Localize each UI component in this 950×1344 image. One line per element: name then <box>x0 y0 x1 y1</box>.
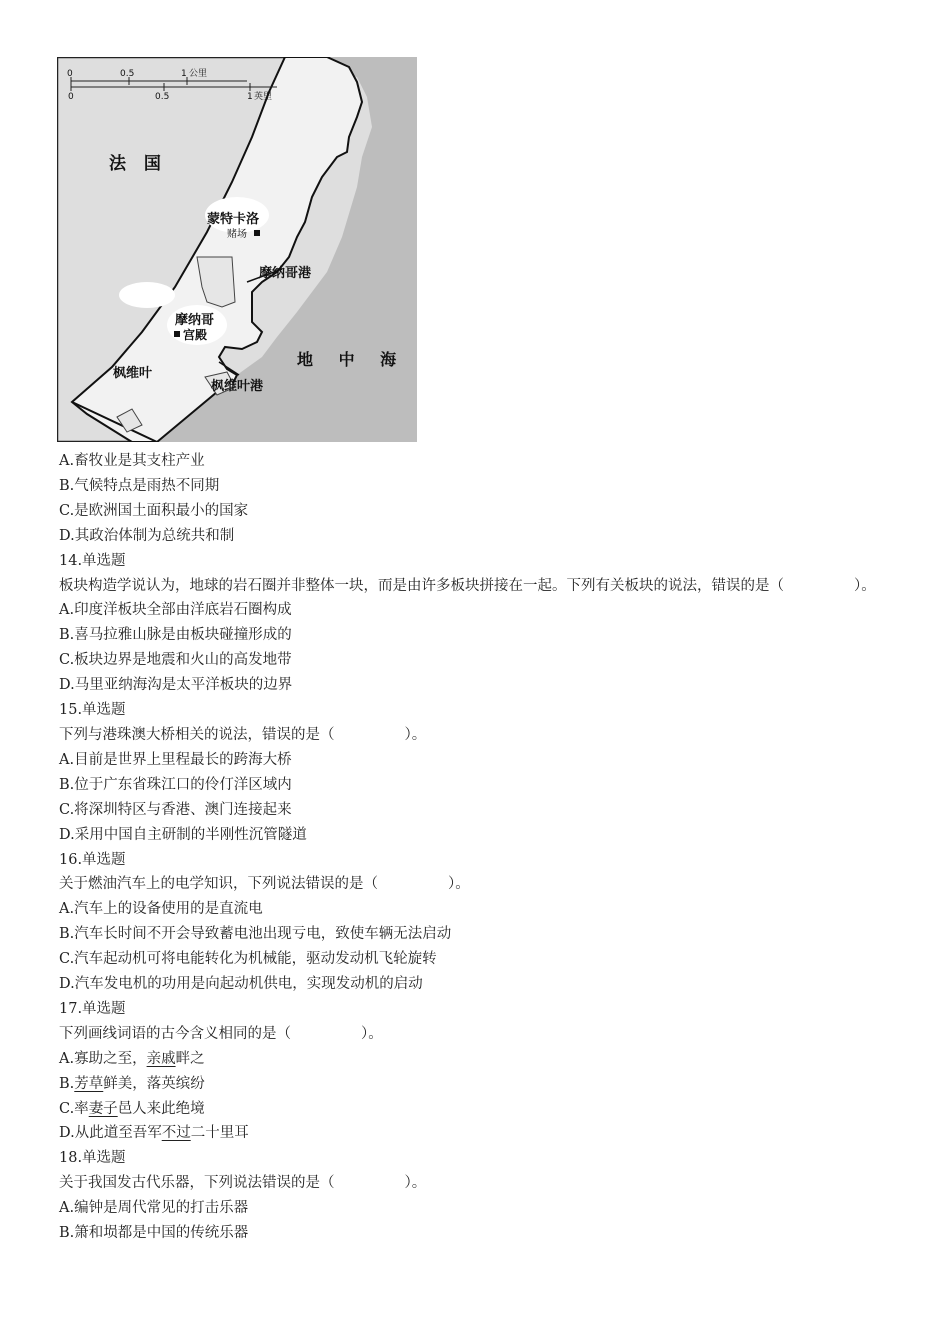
q17-option-a-post: 畔之 <box>175 1050 205 1067</box>
q17-option-b-underlined: 芳草 <box>74 1075 104 1092</box>
mi-tick-0: 0 <box>68 92 74 102</box>
km-unit: 公里 <box>189 69 208 79</box>
q17-option-c-pre: C.率 <box>59 1100 89 1117</box>
q16-option-d: D.汽车发电机的功用是向起动机供电，实现发动机的启动 <box>59 976 423 993</box>
question-16 <box>59 848 894 997</box>
q16-stem-end: ）。 <box>448 876 470 893</box>
q15-stem-text: 下列与港珠澳大桥相关的说法，错误的是（ <box>59 726 335 743</box>
km-tick-1: 1 <box>181 69 187 79</box>
km-tick-0: 0 <box>67 69 73 79</box>
q13-option-a: A.畜牧业是其支柱产业 <box>59 453 205 469</box>
label-fontvieille: 枫维叶 <box>113 366 153 381</box>
q15-stem-end: ）。 <box>404 726 427 743</box>
mi-tick-05: 0.5 <box>155 92 170 102</box>
q17-option-d-pre: D.从此道至吾军 <box>59 1125 162 1142</box>
q18-header: 18.单选题 <box>59 1150 126 1167</box>
q13-options <box>59 449 894 549</box>
q15-option-c: C.将深圳特区与香港、澳门连接起来 <box>59 801 292 818</box>
question-15 <box>59 698 894 847</box>
label-france: 法 国 <box>109 154 167 174</box>
q13-option-c: C.是欧洲国土面积最小的国家 <box>59 502 249 519</box>
mi-tick-1: 1 <box>247 92 253 102</box>
q16-stem <box>59 872 894 897</box>
q18-stem <box>59 1171 894 1196</box>
q16-option-c: C.汽车起动机可将电能转化为机械能，驱动发动机飞轮旋转 <box>59 951 437 968</box>
q17-option-a-underlined: 亲戚 <box>146 1050 176 1067</box>
q17-header: 17.单选题 <box>59 1000 126 1017</box>
question-17 <box>59 997 894 1146</box>
label-casino: 赌场 <box>227 229 247 240</box>
label-monte-carlo: 蒙特卡洛 <box>207 212 260 227</box>
q16-option-a: A.汽车上的设备使用的是直流电 <box>59 901 263 918</box>
q18-stem-text: 关于我国发古代乐器，下列说法错误的是（ <box>59 1175 335 1192</box>
label-monaco: 摩纳哥 <box>175 313 215 328</box>
q14-option-a: A.印度洋板块全部由洋底岩石圈构成 <box>59 602 292 619</box>
q16-header: 16.单选题 <box>59 851 126 868</box>
q15-header: 15.单选题 <box>59 702 126 719</box>
q15-stem <box>59 723 894 748</box>
q14-stem <box>59 574 894 599</box>
q17-option-c-post: 邑人来此绝境 <box>117 1100 205 1117</box>
q18-option-a: A.编钟是周代常见的打击乐器 <box>59 1200 249 1217</box>
question-18 <box>59 1146 894 1246</box>
label-fontvieille-port: 枫维叶港 <box>211 379 264 394</box>
monaco-map-graphic <box>57 57 417 442</box>
q17-option-b-post: 鲜美，落英缤纷 <box>103 1075 205 1092</box>
q17-option-c <box>59 1097 894 1122</box>
q15-option-b: B.位于广东省珠江口的伶仃洋区域内 <box>59 776 292 793</box>
q14-stem-text: 板块构造学说认为，地球的岩石圈并非整体一块，而是由许多板块拼接在一起。下列有关板块的说法，错误的是（ <box>59 577 784 594</box>
q18-option-b: B.箫和埙都是中国的传统乐器 <box>59 1225 249 1242</box>
label-mediterranean: 地 中 海 <box>297 350 407 369</box>
q17-option-d-underlined: 不过 <box>161 1125 191 1142</box>
q17-option-d-post: 二十里耳 <box>190 1125 249 1142</box>
q17-option-c-underlined: 妻子 <box>88 1100 118 1117</box>
monaco-map <box>57 57 417 442</box>
q15-option-d: D.采用中国自主研制的半刚性沉管隧道 <box>59 826 307 843</box>
question-14 <box>59 549 894 698</box>
q14-option-c: C.板块边界是地震和火山的高发地带 <box>59 652 292 669</box>
q13-option-d: D.其政治体制为总统共和制 <box>59 527 235 544</box>
q17-stem-text: 下列画线词语的古今含义相同的是（ <box>59 1025 291 1042</box>
q15-option-a: A.目前是世界上里程最长的跨海大桥 <box>59 751 292 768</box>
q17-option-d <box>59 1121 894 1146</box>
palace-marker-icon <box>174 331 180 337</box>
km-tick-05: 0.5 <box>120 69 135 79</box>
q17-stem <box>59 1022 894 1047</box>
q16-option-b: B.汽车长时间不开会导致蓄电池出现亏电，致使车辆无法启动 <box>59 926 452 943</box>
question-content <box>59 449 894 1246</box>
q14-option-b: B.喜马拉雅山脉是由板块碰撞形成的 <box>59 627 292 644</box>
label-palace: 宫殿 <box>183 328 208 342</box>
label-monaco-port: 摩纳哥港 <box>259 266 312 281</box>
q14-option-d: D.马里亚纳海沟是太平洋板块的边界 <box>59 677 293 694</box>
q17-option-b <box>59 1072 894 1097</box>
mi-unit: 英里 <box>254 92 273 102</box>
q13-option-b: B.气候特点是雨热不同期 <box>59 477 220 494</box>
q17-option-a <box>59 1047 894 1072</box>
q17-option-b-pre: B. <box>59 1075 75 1092</box>
q16-stem-text: 关于燃油汽车上的电学知识，下列说法错误的是（ <box>59 876 378 893</box>
q14-header: 14.单选题 <box>59 552 126 569</box>
q18-stem-end: ）。 <box>404 1175 427 1192</box>
casino-marker-icon <box>254 230 260 236</box>
q17-stem-end: ）。 <box>361 1025 383 1042</box>
q14-stem-end: ）。 <box>854 577 876 594</box>
q17-option-a-pre: A.寡助之至， <box>59 1050 147 1067</box>
